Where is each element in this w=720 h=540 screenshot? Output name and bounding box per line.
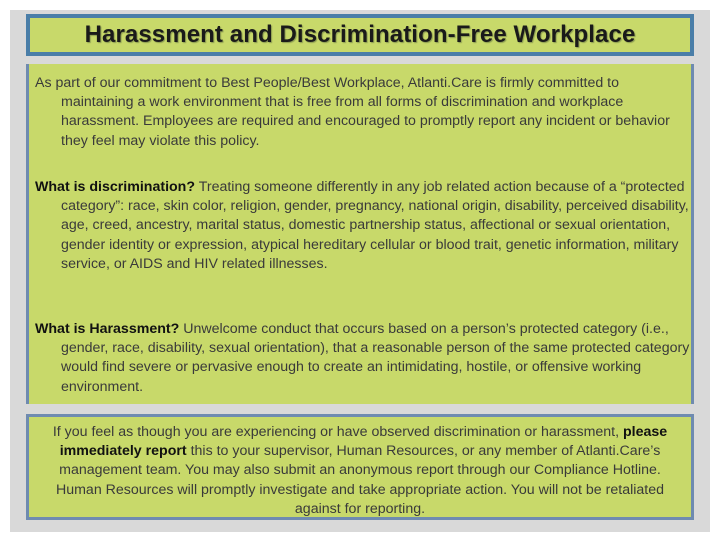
reporting-box (26, 414, 694, 520)
title-banner (26, 14, 694, 56)
discrimination-paragraph (33, 178, 693, 274)
discrimination-definition: Treating someone differently in any job related action because of a “protected category”: race, skin color, religion, gender, pregnancy, national origin, disability, perceived disability, age, creed, ancestry, marital status, domestic partnership status, affectional or sexual orientation, gender identity or expression, atypical hereditary cellular or blood trait, genetic information, military service, or AIDS and HIV related illnesses. (61, 179, 689, 272)
policy-body (26, 64, 694, 404)
discrimination-term: What is discrimination? (35, 179, 196, 195)
harassment-term: What is Harassment? (35, 321, 180, 337)
intro-paragraph: As part of our commitment to Best People/Best Workplace, Atlanti.Care is firmly committed to maintaining a work environment that is free from all forms of discrimination and workplace harassment. Employees are required and encouraged to promptly report any incident or behavior they feel may violate this policy. (35, 75, 670, 149)
harassment-paragraph (33, 320, 693, 397)
reporting-rest: this to your supervisor, Human Resources, or any member of Atlanti.Care’s management team. You may also submit an anonymous report through our Compliance Hotline. Human Resources will promptly investigate and take appropriate action. You will not be retaliated against for reporting. (55, 443, 665, 517)
page-title: Harassment and Discrimination-Free Workplace (84, 21, 636, 48)
harassment-definition: Unwelcome conduct that occurs based on a person’s protected category (i.e., gender, race, disability, sexual orientation), that a reasonable person of the same protected category would find severe or pervasive enough to create an intimidating, hostile, or offensive working environment. (61, 321, 690, 395)
reporting-emphasis: please immediately report (59, 424, 668, 460)
reporting-lead: If you feel as though you are experiencing or have observed discrimination or harassment, (52, 424, 620, 440)
